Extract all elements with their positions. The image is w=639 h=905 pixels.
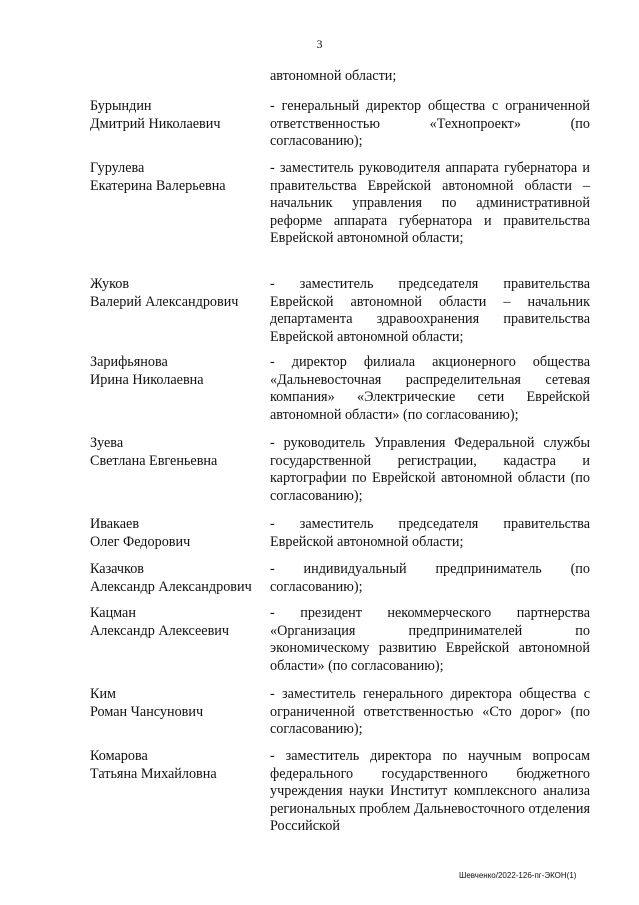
member-role: - генеральный директор общества с ограниченной ответственностью «Технопроект» (по согласованию); bbox=[270, 98, 590, 149]
member-surname: Зуева bbox=[90, 435, 124, 451]
member-name bbox=[90, 686, 270, 721]
member-given-name: Екатерина Валерьевна bbox=[90, 177, 226, 194]
member-given-name: Александр Алексеевич bbox=[90, 622, 230, 639]
member-name bbox=[90, 516, 270, 551]
member-given-name: Ирина Николаевна bbox=[90, 371, 204, 388]
member-given-name: Светлана Евгеньевна bbox=[90, 452, 218, 469]
continuation-text: автономной области; bbox=[270, 68, 397, 84]
member-surname: Ивакаев bbox=[90, 516, 140, 532]
member-given-name: Татьяна Михайловна bbox=[90, 765, 217, 782]
member-given-name: Дмитрий Николаевич bbox=[90, 115, 221, 132]
member-surname: Зарифьянова bbox=[90, 354, 168, 370]
member-surname: Кацман bbox=[90, 605, 136, 621]
member-role: - заместитель председателя правительства Еврейской автономной области – начальник департамента здравоохранения правительства Еврейской автономной области; bbox=[270, 276, 590, 345]
member-surname: Ким bbox=[90, 686, 117, 702]
member-role: - заместитель руководителя аппарата губернатора и правительства Еврейской автономной области – начальник управления по административной реформе аппарата губернатора и правительства Еврейской автономной области; bbox=[270, 160, 590, 246]
member-surname: Бурындин bbox=[90, 98, 152, 114]
member-surname: Комарова bbox=[90, 748, 148, 764]
member-surname: Гурулева bbox=[90, 160, 145, 176]
member-role: - заместитель генерального директора общества с ограниченной ответственностью «Сто дорог» (по согласованию); bbox=[270, 686, 590, 737]
member-given-name: Валерий Александрович bbox=[90, 293, 239, 310]
member-name bbox=[90, 98, 270, 133]
member-name bbox=[90, 605, 270, 640]
member-role: - президент некоммерческого партнерства «Организация предпринимателей по экономическому развитию Еврейской автономной области» (по согласованию); bbox=[270, 605, 590, 674]
member-role: - индивидуальный предприниматель (по согласованию); bbox=[270, 561, 590, 595]
member-name bbox=[90, 276, 270, 311]
member-name bbox=[90, 354, 270, 389]
member-given-name: Роман Чансунович bbox=[90, 703, 204, 720]
document-reference: Шевченко/2022-126-пг-ЭКОН(1) bbox=[459, 871, 577, 880]
member-given-name: Олег Федорович bbox=[90, 533, 191, 550]
member-role: - директор филиала акционерного общества «Дальневосточная распределительная сетевая компания» «Электрические сети Еврейской автономной области» (по согласованию); bbox=[270, 354, 590, 423]
member-name bbox=[90, 561, 270, 596]
member-surname: Казачков bbox=[90, 561, 145, 577]
member-role: - заместитель директора по научным вопросам федерального государственного бюджетного учреждения науки Институт комплексного анализа региональных проблем Дальневосточного отделения Российской bbox=[270, 748, 590, 834]
member-role: - заместитель председателя правительства Еврейской автономной области; bbox=[270, 516, 590, 550]
member-role: - руководитель Управления Федеральной службы государственной регистрации, кадастра и картографии по Еврейской автономной области (по согласованию); bbox=[270, 435, 590, 504]
member-name bbox=[90, 435, 270, 470]
page-number: 3 bbox=[316, 37, 323, 51]
member-surname: Жуков bbox=[90, 276, 130, 292]
member-given-name: Александр Александрович bbox=[90, 578, 252, 595]
member-name bbox=[90, 748, 270, 783]
member-name bbox=[90, 160, 270, 195]
